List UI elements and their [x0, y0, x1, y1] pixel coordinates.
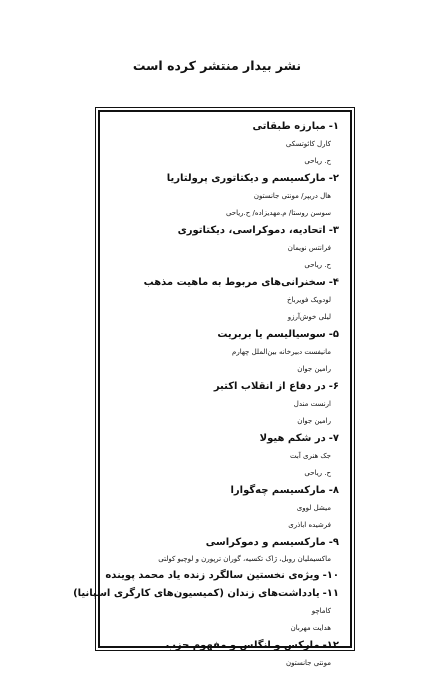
book-number: ۱۱-: [322, 588, 339, 599]
book-translator: ح. ریاحی: [304, 469, 331, 477]
page-heading: نشر بیدار منتشر کرده است: [132, 58, 302, 73]
book-author: ماکسیملیان روبل، ژاک تکسیه، گوران ترپورن و لوچیو کولتی: [158, 555, 331, 563]
book-author: کارل کائوتسکی: [285, 140, 331, 148]
book-number: ۴-: [328, 277, 339, 288]
book-title: [89, 378, 339, 396]
book-author: مانیفست دبیرخانه بین‌الملل چهارم: [231, 348, 331, 356]
book-number: ۶-: [328, 381, 339, 392]
book-number: ۹-: [328, 537, 339, 548]
book-title-text: مارکسیسم و دیکتاتوری پرولتاریا: [166, 173, 326, 184]
book-title-text: ویژه‌ی نخستین سالگرد زنده یاد محمد پوینده: [105, 570, 320, 581]
book-title-text: مبارزه طبقاتی: [252, 121, 326, 132]
book-title: [89, 326, 339, 344]
book-title-text: مارکسیسم چه‌گوارا: [230, 485, 326, 496]
publication-list: [73, 118, 339, 672]
book-title-text: سخنرانی‌های مربوط به ماهیت مذهب: [143, 277, 326, 288]
book-author: ارنست مندل: [293, 400, 331, 408]
book-title-text: در دفاع از انقلاب اکتبر: [213, 381, 326, 392]
book-number: ۱-: [328, 121, 339, 132]
book-title: [89, 274, 339, 292]
book-translator: لیلی خوش‌آرزو: [287, 313, 331, 321]
book-title: [89, 430, 339, 448]
book-title-text: مارکسیسم و دموکراسی: [205, 537, 326, 548]
book-title-text: در شکم هیولا: [259, 433, 326, 444]
book-author: مونتی جانستون: [285, 659, 331, 667]
book-title: [89, 118, 339, 136]
book-number: ۱۲-: [322, 640, 339, 651]
book-translator: هدایت مهربان: [290, 624, 331, 632]
book-author: هال دریپر/ مونتی جانستون: [253, 192, 331, 200]
book-title: [89, 637, 339, 655]
book-title: [89, 567, 339, 585]
book-author: میشل لووی: [296, 504, 331, 512]
book-title: [89, 534, 339, 552]
book-author: فرانتس نویمان: [287, 244, 331, 252]
book-title-text: یادداشت‌های زندان (کمیسیون‌های کارگری اسپانیا): [73, 588, 320, 599]
book-translator: رامین جوان: [297, 417, 331, 425]
book-author: لودویک فویرباخ: [286, 296, 331, 304]
book-title-text: مارکس و انگلس و مفهوم حزب: [165, 640, 320, 651]
book-title: [89, 482, 339, 500]
book-title: [89, 170, 339, 188]
book-number: ۷-: [328, 433, 339, 444]
book-number: ۳-: [328, 225, 339, 236]
book-author: جک هنری آبت: [290, 452, 331, 460]
book-title: [73, 585, 339, 603]
book-number: ۸-: [328, 485, 339, 496]
book-translator: رامین جوان: [297, 365, 331, 373]
book-translator: ح. ریاحی: [304, 261, 331, 269]
book-number: ۲-: [328, 173, 339, 184]
book-translator: سوسن روستا/ م.مهدیزاده/ ح.ریاحی: [225, 209, 331, 217]
book-translator: ح. ریاحی: [304, 157, 331, 165]
book-number: ۵-: [328, 329, 339, 340]
book-author: کاماچو: [311, 607, 331, 615]
book-translator: فرشیده اباذری: [288, 521, 331, 529]
book-number: ۱۰-: [322, 570, 339, 581]
book-title: [89, 222, 339, 240]
book-title-text: سوسیالیسم یا بربریت: [217, 329, 326, 340]
book-title-text: اتحادیه، دموکراسی، دیکتاتوری: [177, 225, 326, 236]
